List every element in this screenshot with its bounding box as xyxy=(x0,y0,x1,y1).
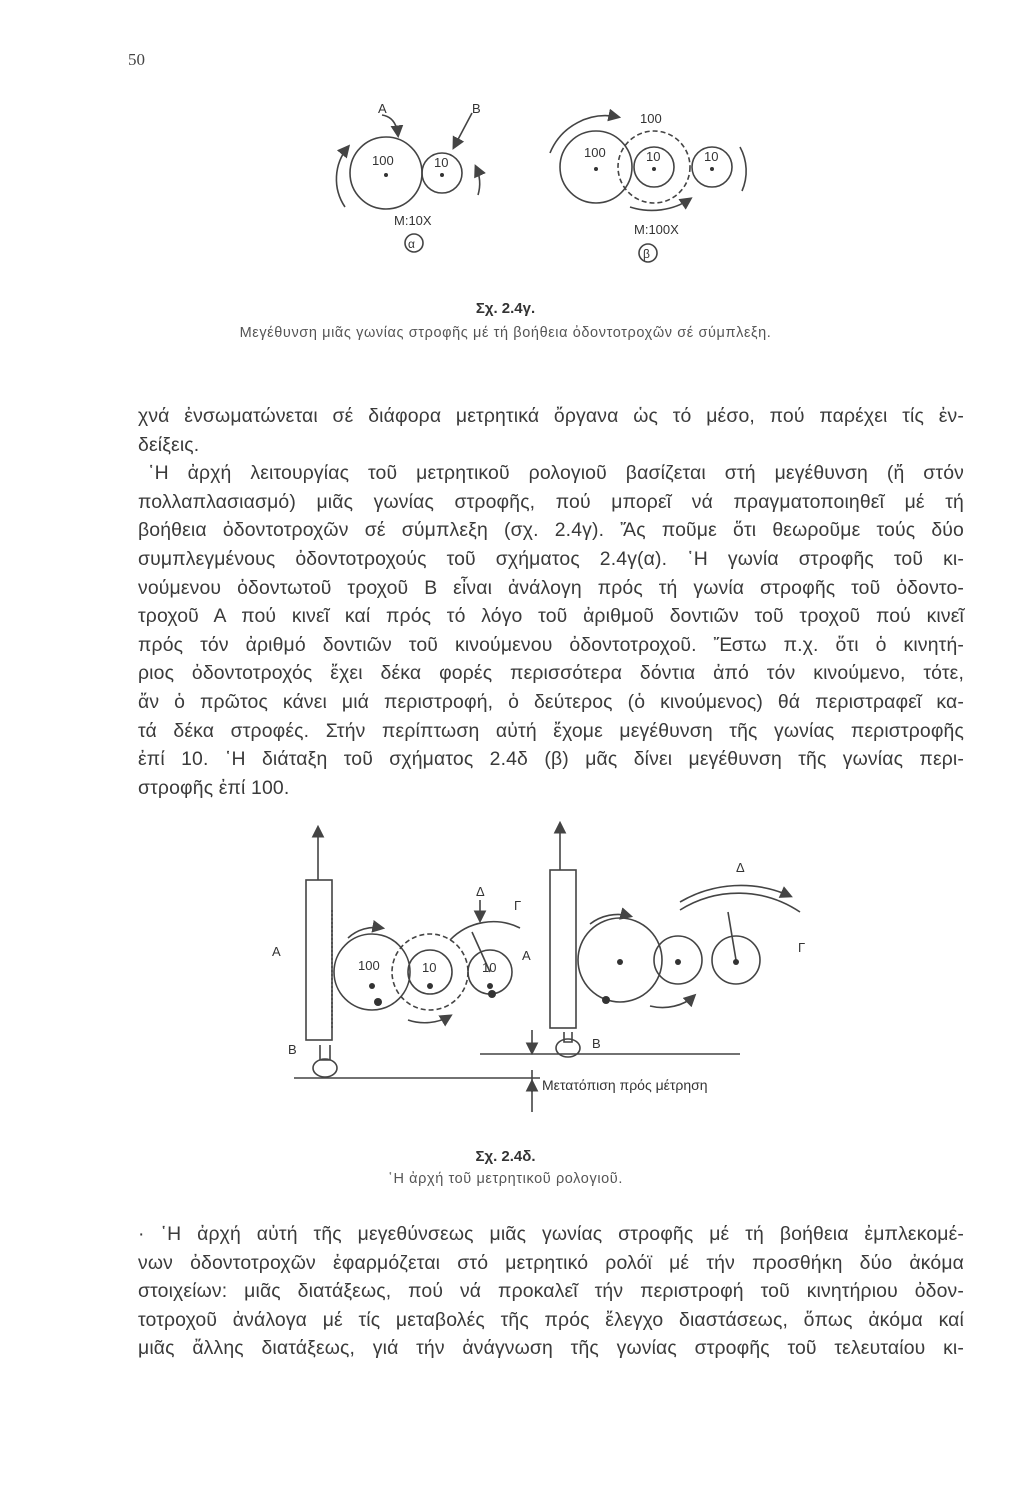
label-10-b-mid: 10 xyxy=(646,149,661,164)
label-magnification-b: M:100X xyxy=(634,222,679,237)
label-10-a: 10 xyxy=(434,155,449,170)
text-line: νούμενου ὀδοντωτοῦ τροχοῦ Β εἶναι ἀνάλογη πρός τή γωνία στροφῆς τοῦ ὀδοντο- xyxy=(138,576,964,599)
figure-2-4d xyxy=(260,820,820,1140)
label-a: A xyxy=(378,101,387,116)
text-line: πρός τόν ἀριθμό δοντιῶν τοῦ κινούμενου ὀδοντοτροχοῦ. Ἔστω π.χ. ὅτι ὁ κινητή- xyxy=(138,633,964,656)
text-line: μιᾶς ἄλλης διατάξεως, γιά τήν ἀνάγνωση τῆς γωνίας στροφῆς τοῦ τελευταίου κι- xyxy=(138,1337,964,1360)
plunger-rod-left xyxy=(306,880,332,1040)
text-line: νων ὀδοντοτροχῶν ἐφαρμόζεται στό μετρητικό ρολόϊ μέ τήν προσθήκη δύο ἀκόμα xyxy=(138,1251,964,1274)
label-gamma-right: Γ xyxy=(798,940,806,955)
figure-2-4d-number: Σχ. 2.4δ. xyxy=(475,1148,536,1165)
figure-2-4d-title: ῾Η ἀρχή τοῦ μετρητικοῦ ρολογιοῦ. xyxy=(388,1171,623,1187)
text-line: στροφῆς ἐπί 100. xyxy=(138,776,290,799)
figure-2-4g xyxy=(300,95,780,270)
text-line: συμπλεγμένους ὀδοντοτροχούς τοῦ σχήματος 2.4γ(α). ῾Η γωνία στροφῆς τοῦ κι- xyxy=(138,547,964,570)
label-gamma-left: Γ xyxy=(514,898,522,913)
label-sub-a: α xyxy=(408,237,415,251)
figure-2-4d-caption xyxy=(0,1148,1011,1187)
text-line: τά δέκα στροφές. Στήν περίπτωση αὐτή ἔχομε μεγέθυνση τῆς γωνίας περιστροφῆς xyxy=(138,719,964,742)
text-line: δείξεις. xyxy=(138,433,200,456)
label-b-left: B xyxy=(288,1042,297,1057)
label-a-right: A xyxy=(522,948,531,963)
label-100-left: 100 xyxy=(358,958,380,973)
text-line: βοήθεια ὀδοντοτροχῶν σέ σύμπλεξη (σχ. 2.4γ). Ἄς ποῦμε ὅτι θεωροῦμε τούς δύο xyxy=(138,519,964,542)
text-line: ριος ὀδοντοτροχός ἔχει δέκα φορές περισσότερα δόντια ἀπό τόν κινούμενο, τότε, xyxy=(138,662,964,685)
plunger-rod-right xyxy=(550,870,576,1028)
text-line: στοιχείων: μιᾶς διατάξεως, πού νά προκαλεῖ τήν περιστροφή τοῦ κινητήριου ὀδον- xyxy=(138,1280,964,1303)
text-line: χνά ἐνσωματώνεται σέ διάφορα μετρητικά ὄργανα ὡς τό μέσο, πού παρέχει τίς ἐν- xyxy=(138,405,964,427)
body-paragraph-1 xyxy=(138,402,964,802)
label-b-right: B xyxy=(592,1036,601,1051)
label-10b-left: 10 xyxy=(482,960,497,975)
label-sub-b: β xyxy=(643,247,650,261)
label-magnification-a: M:10X xyxy=(394,213,432,228)
page-number: 50 xyxy=(128,50,145,69)
text-line: τροχοῦ Α πού κινεῖ καί πρός τό λόγο τοῦ ἀριθμοῦ δοντιῶν τοῦ τροχοῦ πού κινεῖ xyxy=(138,605,964,628)
label-delta-right: Δ xyxy=(736,860,745,875)
text-line: ἄν ὁ πρῶτος κάνει μιά περιστροφή, ὁ δεύτερος (ὁ κινούμενος) θά περιστραφεῖ κα- xyxy=(138,690,964,713)
text-line: ἐπί 10. ῾Η διάταξη τοῦ σχήματος 2.4δ (β) μᾶς δίνει μεγέθυνση τῆς γωνίας περι- xyxy=(138,748,964,771)
label-100-a: 100 xyxy=(372,153,394,168)
text-line: ῾Η ἀρχή λειτουργίας τοῦ μετρητικοῦ ρολογιοῦ βασίζεται στή μεγέθυνση (ἤ στόν xyxy=(148,462,964,485)
figure-2-4g-number: Σχ. 2.4γ. xyxy=(475,300,536,317)
label-10a-left: 10 xyxy=(422,960,437,975)
figure-2-4g-caption xyxy=(0,300,1011,341)
label-100-b-top: 100 xyxy=(640,111,662,126)
label-a-left: A xyxy=(272,944,281,959)
figure-2-4g-title: Μεγέθυνση μιᾶς γωνίας στροφῆς μέ τή βοήθεια ὀδοντοτροχῶν σέ σύμπλεξη. xyxy=(239,325,772,341)
label-displacement: Μετατόπιση πρός μέτρηση xyxy=(542,1077,708,1093)
text-line: πολλαπλασιασμό) μιᾶς γωνίας στροφῆς, πού μπορεῖ νά πραγματοποιηθεῖ μέ τή xyxy=(138,490,964,513)
label-10-b-right: 10 xyxy=(704,149,719,164)
body-paragraph-2 xyxy=(138,1220,964,1363)
text-line: · ῾Η ἀρχή αὐτή τῆς μεγεθύνσεως μιᾶς γωνίας στροφῆς μέ τή βοήθεια ἐμπλεκομέ- xyxy=(138,1223,964,1245)
label-100-b: 100 xyxy=(584,145,606,160)
label-b: B xyxy=(472,101,481,116)
label-delta-left: Δ xyxy=(476,884,485,899)
text-line: τοτροχοῦ ἀνάλογα μέ τίς μεταβολές τῆς πρός ἔλεγχο διαστάσεως, ὅπως ἀκόμα καί xyxy=(138,1308,964,1331)
